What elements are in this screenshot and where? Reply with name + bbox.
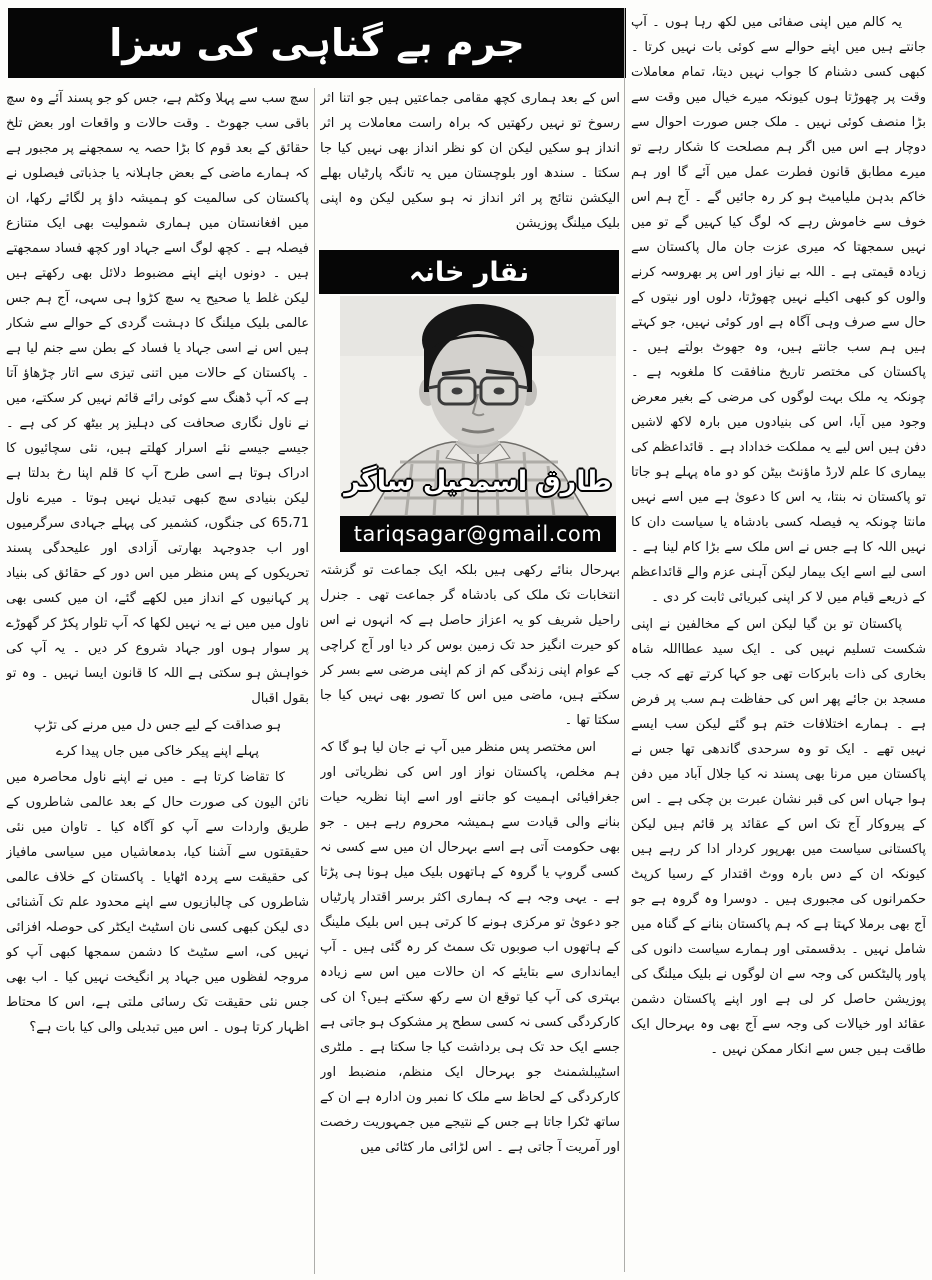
poetry-line: پہلے اپنے پیکر خاکی میں جاں پیدا کرے — [55, 744, 260, 759]
text-column-middle-top — [320, 86, 620, 248]
poetry-line: ہو صداقت کے لیے جس دل میں مرنے کی تڑپ — [33, 718, 282, 733]
paragraph: کا تقاضا کرتا ہے ۔ میں نے اپنے ناول محاصرہ میں نائن الیون کی صورت حال کے بعد عالمی شاطروں کے طریق واردات سے آپ کو آگاہ کیا ۔ تاوان میں نئی حقیقتوں سے آشنا کیا، بدمعاشیاں میں سیاسی مافیاز کی حقیقت سے پردہ اٹھایا ۔ پاکستان کے خلاف عالمی شاطروں کی چالبازیوں سے اپنے محدود علم تک آشنائی دی لیکن کبھی کسی نان اسٹیٹ ایکٹر کی حوصلہ افزائی نہیں کی، اسے سٹیٹ کا دشمن سمجھا کبھی آپ کو مروجہ لفظوں میں جہاد پر انگیخت نہیں کیا ۔ اب بھی جس نئی حقیقت تک رسائی ملتی ہے، اس کا محتاط اظہار کرتا ہوں ۔ اس میں تبدیلی والی کیا بات ہے؟ — [6, 770, 309, 1035]
paragraph: پاکستان تو بن گیا لیکن اس کے مخالفین نے اپنی شکست تسلیم نہیں کی ۔ ایک سید عطااللہ شاہ بخاری کی ذات بابرکات تھی جو کہا کرتے تھے کہ جب مسجد بن جائے پھر اس کی حفاظت ہم سب پر فرض ہے ۔ ہمارے اختلافات ختم ہو گئے لیکن سب ایسے نہیں تھے ۔ ایک تو وہ سرحدی گاندھی تھا جس نے پاکستان میں مرنا بھی پسند نہ کیا جلال آباد میں دفن ہوا جہاں اس کی قبر نشان عبرت بن چکی ہے ۔ اس کے پیروکار آج تک اس کے عقائد پر قائم ہیں لیکن پاکستانی سیاست میں بھرپور کردار ادا کر رہے ہیں کیونکہ ان کے دس بارہ ووٹ اقتدار کے رسیا کرپٹ حکمرانوں کی مجبوری ہیں ۔ دوسرا وہ گروہ ہے جو آج بھی برملا کہتا ہے کہ ہم پاکستان بنانے کے گناہ میں شامل نہیں ۔ بدقسمتی اور ہمارے سیاست دانوں کی پاور پالیٹکس کی وجہ سے ان لوگوں نے بلیک میلنگ کی پوزیشن حاصل کر لی ہے اور اپنے پاکستان دشمن عقائد اور خیالات کی وجہ سے آج بھی وہ بہرحال ایک طاقت ہیں جس سے انکار ممکن نہیں ۔ — [631, 617, 926, 1057]
text-column-right — [631, 10, 926, 1274]
text-column-middle-bottom — [320, 558, 620, 1276]
column-divider-right — [624, 8, 625, 1272]
eye — [452, 388, 463, 395]
text-column-left — [6, 86, 309, 1276]
column-title: نقار خانہ — [408, 256, 530, 288]
author-name: طارق اسمعیل ساگر — [344, 465, 612, 497]
column-divider-left — [314, 88, 315, 1274]
eye — [494, 388, 505, 395]
paragraph: بہرحال بنائے رکھی ہیں بلکہ ایک جماعت تو گزشتہ انتخابات تک ملک کی بادشاہ گر جماعت تھی ۔ جنرل راحیل شریف کو یہ اعزاز حاصل ہے کہ انہوں نے اس کو حیرت انگیز حد تک زمین بوس کر دیا اور آج کراچی کے عوام اپنی زندگی کم از کم اپنی مرضی سے بسر کر سکتے ہیں، ماضی میں اس کا تصور بھی نہیں کیا جا سکتا تھا ۔ — [320, 563, 620, 728]
article-headline: جرم بے گناہی کی سزا — [109, 21, 525, 65]
headline-banner — [8, 8, 626, 78]
paragraph: اس مختصر پس منظر میں آپ نے جان لیا ہو گا کہ ہم مخلص، پاکستان نواز اور اس کی نظریاتی اور جغرافیائی اہمیت کو جاننے اور اسے اپنا نظریہ حیات بنانے والی قیادت سے ہمیشہ محروم رہے ہیں ۔ جو بھی حکومت آتی ہے اسے بہرحال ان میں سے کسی نہ کسی گروپ یا گروہ کے ہاتھوں بلیک میل ہونا ہی پڑتا ہے ۔ یہی وجہ ہے کہ ہماری اکثر برسر اقتدار پارٹیاں جو دعویٰ تو مرکزی ہونے کا کرتی ہیں اس بلیک ملینگ کے ہاتھوں اب صوبوں تک سمٹ کر رہ گئی ہیں ۔ آپ ایمانداری سے بتایئے کہ ان حالات میں اس سے زیادہ بہتری کی آپ کیا توقع ان سے رکھ سکتے ہیں؟ ان کی کارکردگی کسی نہ کسی سطح پر مشکوک ہو جاتی ہے جسے ایک حد تک ہی برداشت کیا جا سکتا ہے ۔ ملٹری اسٹیبلشمنٹ جو بہرحال ایک منظم، منضبط اور کارکردگی کے لحاظ سے ملک کا نمبر ون ادارہ ہے ان کے ساتھ ٹکرا جاتا ہے جس کے نتیجے میں جمہوریت رخصت اور آمریت آ جاتی ہے ۔ اس لڑائی مار کٹائی میں — [320, 740, 620, 1155]
column-title-banner — [319, 250, 619, 294]
paragraph: اس کے بعد ہماری کچھ مقامی جماعتیں ہیں جو اتنا اثر رسوخ تو نہیں رکھتیں کہ براہ راست معاملات پر اثر انداز ہو سکیں لیکن ان کو نظر انداز بھی نہیں کیا جا سکتا ۔ سندھ اور بلوچستان میں یہ تانگہ پارٹیاں بھلے الیکشن نتائج پر اثر انداز نہ ہو سکیں لیکن وہ اپنی بلیک میلنگ پوزیشن — [320, 91, 620, 231]
author-email[interactable]: tariqsagar@gmail.com — [353, 522, 603, 546]
paragraph: سچ سب سے پہلا وکٹم ہے، جس کو جو پسند آئے وہ سچ باقی سب جھوٹ ۔ وقت حالات و واقعات اور بعض تلخ حقائق کے بعد قوم کا بڑا حصہ یہ سمجھنے پر مجبور ہے کہ ہمارے ماضی کے بعض جاہلانہ یا جذباتی فیصلوں نے پاکستان کی سالمیت کو ہمیشہ داؤ پر لگائے رکھا، ان میں افغانستان میں ہماری شمولیت بھی ایک متنازع فیصلہ ہے ۔ کچھ لوگ اسے جہاد اور کچھ فساد سمجھتے ہیں ۔ دونوں اپنے اپنے مضبوط دلائل بھی رکھتے ہیں لیکن غلط یا صحیح یہ سچ کڑوا ہی سہی، آج ہم جس عالمی بلیک میلنگ کا دہشت گردی کے حوالے سے شکار ہیں اس نے اسی جہاد یا فساد کے بطن سے جنم لیا ہے ۔ پاکستان کے حالات میں اتنی تیزی سے اتار چڑھاؤ آتا ہے کہ آپ ڈھنگ سے کوئی رائے قائم نہیں کر سکتے، میں نے ناول نگاری صحافت کی دہلیز پر بیٹھ کر کی ہے ۔ جیسے جیسے نئے اسرار کھلتے ہیں، نئی سچائیوں کا ادراک ہوتا ہے اسی طرح آپ کا قلم اپنا رخ بدلتا ہے لیکن بنیادی سچ کبھی تبدیل نہیں ہوتا ۔ میرے ناول 65،71 کی جنگوں، کشمیر کی پہلے جہادی سرگرمیوں اور اب جدوجہد بھارتی آزادی اور علیحدگی پسند تحریکوں کے پس منظر میں اس دور کے حقائق کی بنیاد پر کہانیوں کے انداز میں لکھے گئے، ان میں کسی بھی ناول میں میں نے یہ نہیں لکھا کہ آپ تلوار پکڑ کر گھوڑے پر سوار ہوں اور جہاد شروع کر دیں ۔ یہ آپ کی خواہش ہو سکتی ہے اللہ کا قانون ایسا نہیں ۔ وہ تو بقول اقبال — [6, 91, 309, 706]
paragraph: یہ کالم میں اپنی صفائی میں لکھ رہا ہوں ۔ آپ جانتے ہیں میں اپنے حوالے سے کوئی بات نہیں کرتا ۔ کبھی کسی دشنام کا جواب نہیں دیتا، تمام معاملات وقت پر چھوڑتا ہوں کیونکہ میرے خیال میں وقت سے بڑا منصف کوئی نہیں ۔ ملک جس صورت احوال سے دوچار ہے اس میں اگر ہم مصلحت کا شکار رہے تو میرے مطابق قانون فطرت عمل میں آئے گا اور ہم خاکم بدہن ملیامیٹ ہو کر رہ جائیں گے ۔ آج ہم اس خوف سے خاموش رہے کہ لوگ کیا کہیں گے تو میں نہیں سمجھتا کہ میری عزت جان مال پاکستان سے زیادہ قیمتی ہے ۔ اللہ بے نیاز اور اس پر بھروسہ کرنے والوں کو کبھی اکیلے نہیں چھوڑتا، دلوں اور نیتوں کے حال سے صرف وہی آگاہ ہے اور کوئی نہیں، جو کہتے ہیں ہم سب جانتے ہیں، وہ جھوٹ بولتے ہیں ۔ پاکستان کی مختصر تاریخ منافقت کا ملغوبہ ہے ۔ چونکہ یہ ملک بہت لوگوں کی مرضی کے بغیر معرض وجود میں آیا، اس کی بنیادوں میں بارہ لاکھ لاشیں دفن ہیں اس لیے یہ مملکت خداداد ہے ۔ قائداعظم کی بیماری کا علم لارڈ ماؤنٹ بیٹن کو دو ماہ پہلے ہو جاتا تو پاکستان نہ بنتا، یہ اس کا دعویٰ ہے میں اسے نہیں مانتا چونکہ یہ فیصلہ کسی بادشاہ یا سیاست دان کا نہیں اللہ کا ہے جس نے اس ملک سے بڑا کام لینا ہے ۔ اسی لیے اسے ایک بیمار لیکن آہنی عزم والے قائداعظم کے ذریعے قیام میں لا کر اپنی کبریائی ثابت کر دی ۔ — [631, 15, 926, 605]
email-bar[interactable] — [340, 516, 616, 552]
